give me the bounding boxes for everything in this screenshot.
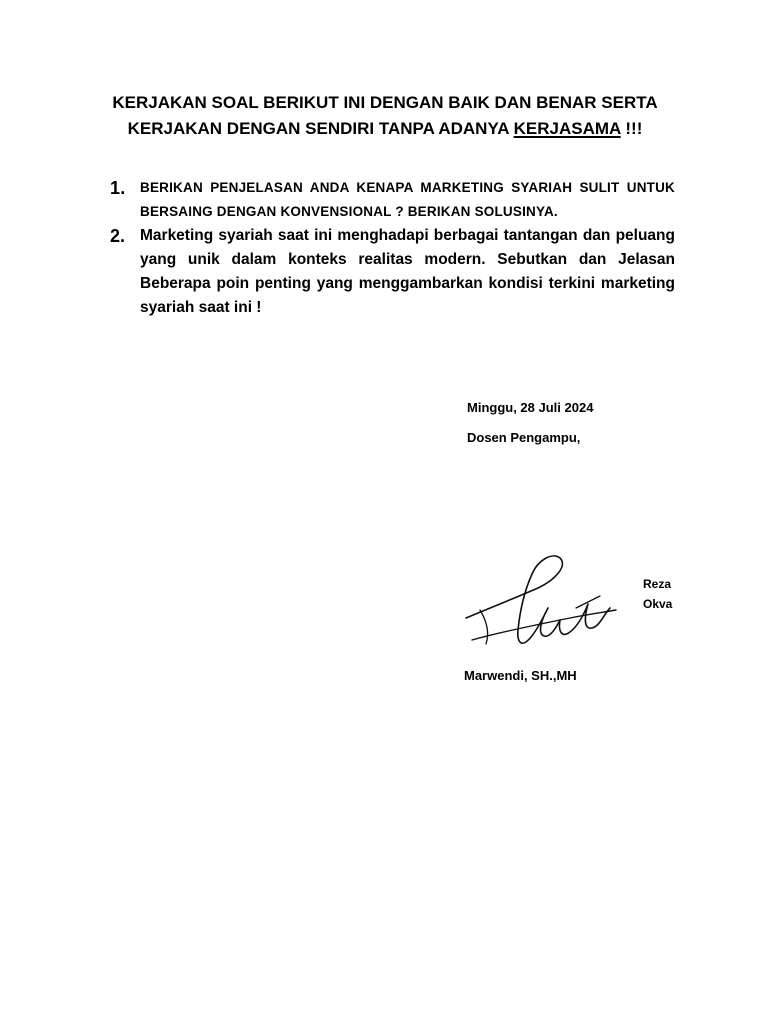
signer-role: Dosen Pengampu,: [467, 430, 581, 445]
question-text: BERIKAN PENJELASAN ANDA KENAPA MARKETING SYARIAH SULIT UNTUK BERSAING DENGAN KONVENSIONAL ? BERIKAN SOLUSINYA.: [140, 180, 675, 219]
question-item: [110, 224, 675, 320]
signature-note: [643, 574, 672, 614]
heading-line-2: [60, 116, 710, 142]
question-text: Marketing syariah saat ini menghadapi berbagai tantangan dan peluang yang unik dalam konteks realitas modern. Sebutkan dan Jelasan Beberapa poin penting yang menggambarkan kondisi terkini marketing syariah saat ini !: [140, 227, 675, 316]
document-date: Minggu, 28 Juli 2024: [467, 400, 594, 415]
handwritten-signature: [460, 548, 630, 658]
heading-line-2-prefix: KERJAKAN DENGAN SENDIRI TANPA ADANYA: [127, 119, 514, 138]
question-number: 2.: [110, 226, 126, 246]
signer-name: Marwendi, SH.,MH: [464, 668, 577, 683]
question-item: [110, 176, 675, 224]
heading-line-2-suffix: !!!: [620, 119, 643, 138]
signature-note-line-1: Reza: [643, 577, 672, 591]
instruction-heading: [60, 90, 710, 142]
question-number: 1.: [110, 178, 126, 198]
question-list: [110, 176, 675, 320]
heading-underlined-word: KERJASAMA: [513, 119, 621, 138]
signature-note-line-2: Okva: [643, 597, 673, 611]
heading-line-1: KERJAKAN SOAL BERIKUT INI DENGAN BAIK DAN BENAR SERTA: [112, 93, 658, 112]
